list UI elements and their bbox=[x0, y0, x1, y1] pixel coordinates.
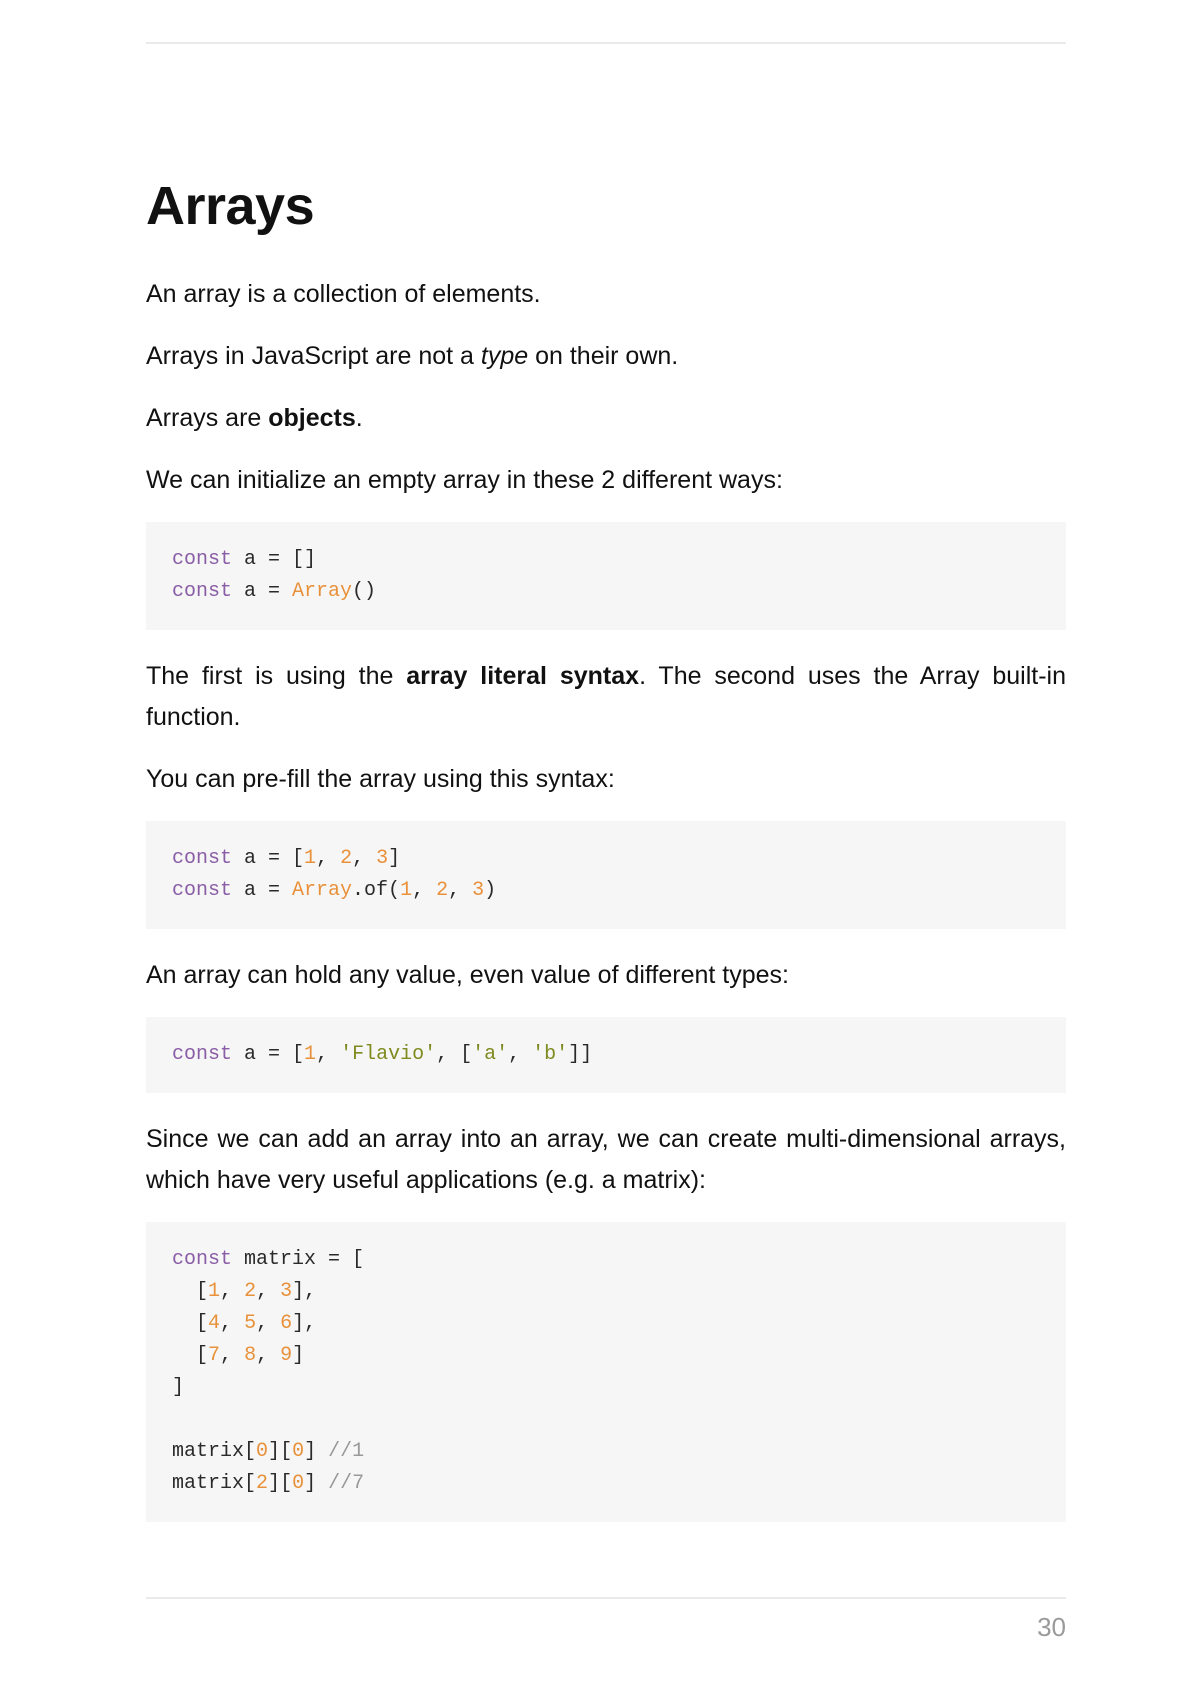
emphasis-type: type bbox=[480, 342, 529, 370]
page-number: 30 bbox=[1037, 1612, 1066, 1642]
header-divider bbox=[146, 42, 1066, 44]
code-block-mixed-types: const a = [1, 'Flavio', ['a', 'b']] bbox=[146, 1017, 1066, 1093]
paragraph-literal-syntax: The first is using the array literal syntax. The second uses the Array built-in function. bbox=[146, 662, 1066, 731]
code-block-empty-array: const a = [] const a = Array() bbox=[146, 522, 1066, 630]
paragraph-objects: Arrays are objects. bbox=[146, 404, 363, 432]
strong-objects: objects bbox=[268, 404, 356, 432]
code-block-prefill: const a = [1, 2, 3] const a = Array.of(1, 2, 3) bbox=[146, 821, 1066, 929]
paragraph-not-a-type: Arrays in JavaScript are not a type on their own. bbox=[146, 342, 679, 370]
page-content bbox=[146, 176, 1066, 1548]
paragraph-initialize: We can initialize an empty array in these 2 different ways: bbox=[146, 466, 783, 494]
book-page bbox=[146, 0, 1066, 1696]
paragraph-definition: An array is a collection of elements. bbox=[146, 280, 541, 308]
paragraph-prefill: You can pre-fill the array using this syntax: bbox=[146, 765, 615, 793]
page-title: Arrays bbox=[146, 176, 315, 236]
paragraph-multidimensional: Since we can add an array into an array, we can create multi-dimensional arrays, which have very useful applications (e.g. a matrix): bbox=[146, 1125, 1066, 1194]
footer-divider bbox=[146, 1597, 1066, 1599]
code-block-matrix: const matrix = [ [1, 2, 3], [4, 5, 6], [7, 8, 9] ] matrix[0][0] //1 matrix[2][0] //7 bbox=[146, 1222, 1066, 1522]
paragraph-any-value: An array can hold any value, even value of different types: bbox=[146, 961, 789, 989]
strong-array-literal: array literal syntax bbox=[406, 662, 640, 690]
